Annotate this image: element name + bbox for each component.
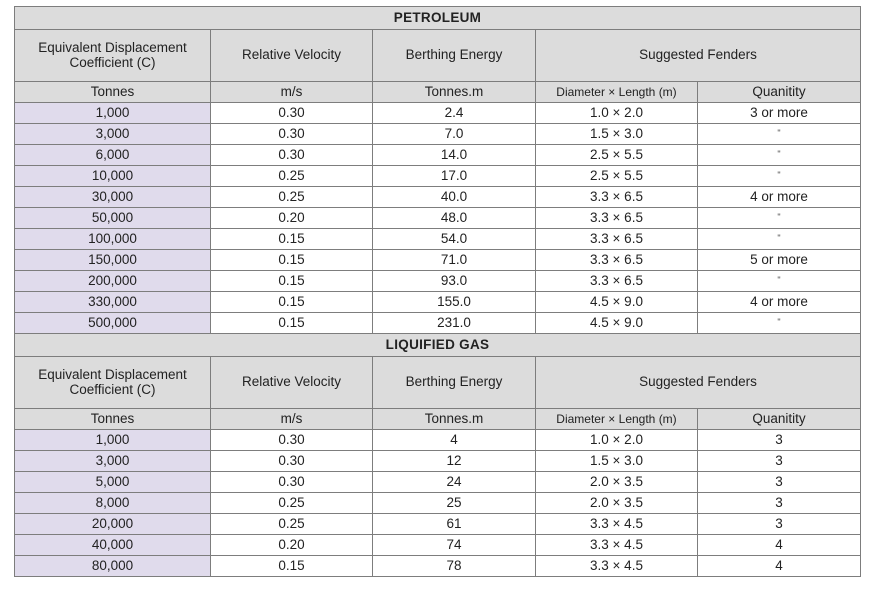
cell-tonnes: 30,000 [15,187,211,208]
cell-tonnes: 5,000 [15,472,211,493]
cell-quantity: " [698,166,861,187]
cell-quantity: 4 [698,535,861,556]
header-suggested-fenders: Suggested Fenders [536,30,861,82]
cell-tonnes: 1,000 [15,103,211,124]
cell-tonnes: 8,000 [15,493,211,514]
table-row [15,145,861,166]
cell-tonnes: 200,000 [15,271,211,292]
cell-energy: 71.0 [373,250,536,271]
section-title-liquified-gas: LIQUIFIED GAS [15,334,861,357]
unit-quantity: Quanitity [698,409,861,430]
cell-velocity: 0.30 [211,472,373,493]
cell-quantity: " [698,124,861,145]
cell-tonnes: 6,000 [15,145,211,166]
unit-tonnes: Tonnes [15,82,211,103]
cell-tonnes: 50,000 [15,208,211,229]
cell-energy: 14.0 [373,145,536,166]
cell-energy: 54.0 [373,229,536,250]
cell-quantity: 5 or more [698,250,861,271]
cell-velocity: 0.30 [211,103,373,124]
petroleum-rows [15,103,861,334]
unit-energy: Tonnes.m [373,409,536,430]
cell-energy: 231.0 [373,313,536,334]
table-row [15,271,861,292]
cell-fender-size: 3.3 × 6.5 [536,208,698,229]
cell-quantity: 4 or more [698,292,861,313]
cell-velocity: 0.20 [211,535,373,556]
cell-tonnes: 80,000 [15,556,211,577]
cell-quantity: 3 or more [698,103,861,124]
table-row [15,103,861,124]
cell-velocity: 0.15 [211,250,373,271]
cell-energy: 24 [373,472,536,493]
cell-tonnes: 150,000 [15,250,211,271]
cell-tonnes: 20,000 [15,514,211,535]
cell-tonnes: 330,000 [15,292,211,313]
unit-velocity: m/s [211,82,373,103]
fender-selection-table [14,6,861,577]
cell-energy: 61 [373,514,536,535]
cell-energy: 25 [373,493,536,514]
cell-velocity: 0.25 [211,514,373,535]
liquified-gas-rows [15,430,861,577]
cell-quantity: 3 [698,514,861,535]
header-velocity: Relative Velocity [211,357,373,409]
cell-tonnes: 1,000 [15,430,211,451]
cell-quantity: " [698,313,861,334]
cell-fender-size: 2.5 × 5.5 [536,166,698,187]
cell-energy: 4 [373,430,536,451]
cell-energy: 17.0 [373,166,536,187]
cell-velocity: 0.30 [211,124,373,145]
cell-tonnes: 40,000 [15,535,211,556]
cell-energy: 155.0 [373,292,536,313]
cell-tonnes: 100,000 [15,229,211,250]
cell-fender-size: 3.3 × 6.5 [536,250,698,271]
cell-velocity: 0.25 [211,187,373,208]
cell-tonnes: 3,000 [15,451,211,472]
cell-quantity: 3 [698,451,861,472]
cell-velocity: 0.30 [211,451,373,472]
cell-velocity: 0.15 [211,271,373,292]
cell-fender-size: 3.3 × 4.5 [536,556,698,577]
header-velocity: Relative Velocity [211,30,373,82]
cell-quantity: 4 [698,556,861,577]
cell-fender-size: 1.5 × 3.0 [536,451,698,472]
table-row [15,250,861,271]
table-row [15,208,861,229]
cell-quantity: " [698,208,861,229]
table-row [15,472,861,493]
unit-energy: Tonnes.m [373,82,536,103]
cell-tonnes: 10,000 [15,166,211,187]
cell-fender-size: 3.3 × 4.5 [536,535,698,556]
unit-quantity: Quanitity [698,82,861,103]
cell-velocity: 0.20 [211,208,373,229]
unit-tonnes: Tonnes [15,409,211,430]
petroleum-section [15,7,861,103]
header-suggested-fenders: Suggested Fenders [536,357,861,409]
cell-fender-size: 2.0 × 3.5 [536,493,698,514]
cell-energy: 74 [373,535,536,556]
cell-energy: 12 [373,451,536,472]
cell-energy: 48.0 [373,208,536,229]
table-row [15,556,861,577]
cell-velocity: 0.25 [211,493,373,514]
section-title-petroleum: PETROLEUM [15,7,861,30]
cell-fender-size: 1.0 × 2.0 [536,103,698,124]
cell-quantity: 3 [698,430,861,451]
table-row [15,229,861,250]
header-energy: Berthing Energy [373,357,536,409]
table-row [15,313,861,334]
cell-velocity: 0.15 [211,556,373,577]
cell-tonnes: 3,000 [15,124,211,145]
cell-velocity: 0.15 [211,313,373,334]
liquified-gas-section [15,334,861,430]
cell-fender-size: 4.5 × 9.0 [536,292,698,313]
cell-fender-size: 3.3 × 6.5 [536,187,698,208]
table-row [15,166,861,187]
unit-dimension: Diameter × Length (m) [536,82,698,103]
cell-tonnes: 500,000 [15,313,211,334]
cell-energy: 40.0 [373,187,536,208]
table-row [15,451,861,472]
cell-velocity: 0.15 [211,229,373,250]
cell-fender-size: 3.3 × 6.5 [536,271,698,292]
table-row [15,535,861,556]
cell-velocity: 0.30 [211,145,373,166]
cell-quantity: " [698,145,861,166]
cell-energy: 93.0 [373,271,536,292]
table-row [15,292,861,313]
cell-fender-size: 3.3 × 4.5 [536,514,698,535]
cell-quantity: 4 or more [698,187,861,208]
cell-velocity: 0.30 [211,430,373,451]
cell-fender-size: 4.5 × 9.0 [536,313,698,334]
header-energy: Berthing Energy [373,30,536,82]
table-row [15,514,861,535]
cell-fender-size: 2.5 × 5.5 [536,145,698,166]
cell-velocity: 0.25 [211,166,373,187]
unit-dimension: Diameter × Length (m) [536,409,698,430]
cell-fender-size: 1.5 × 3.0 [536,124,698,145]
fender-table-container [14,6,860,577]
cell-quantity: " [698,229,861,250]
cell-energy: 7.0 [373,124,536,145]
unit-velocity: m/s [211,409,373,430]
cell-energy: 78 [373,556,536,577]
cell-fender-size: 1.0 × 2.0 [536,430,698,451]
cell-fender-size: 3.3 × 6.5 [536,229,698,250]
cell-velocity: 0.15 [211,292,373,313]
header-displacement: Equivalent Displacement Coefficient (C) [15,30,211,82]
cell-quantity: 3 [698,472,861,493]
table-row [15,187,861,208]
table-row [15,124,861,145]
table-row [15,430,861,451]
header-displacement: Equivalent Displacement Coefficient (C) [15,357,211,409]
cell-fender-size: 2.0 × 3.5 [536,472,698,493]
cell-quantity: " [698,271,861,292]
cell-energy: 2.4 [373,103,536,124]
cell-quantity: 3 [698,493,861,514]
table-row [15,493,861,514]
